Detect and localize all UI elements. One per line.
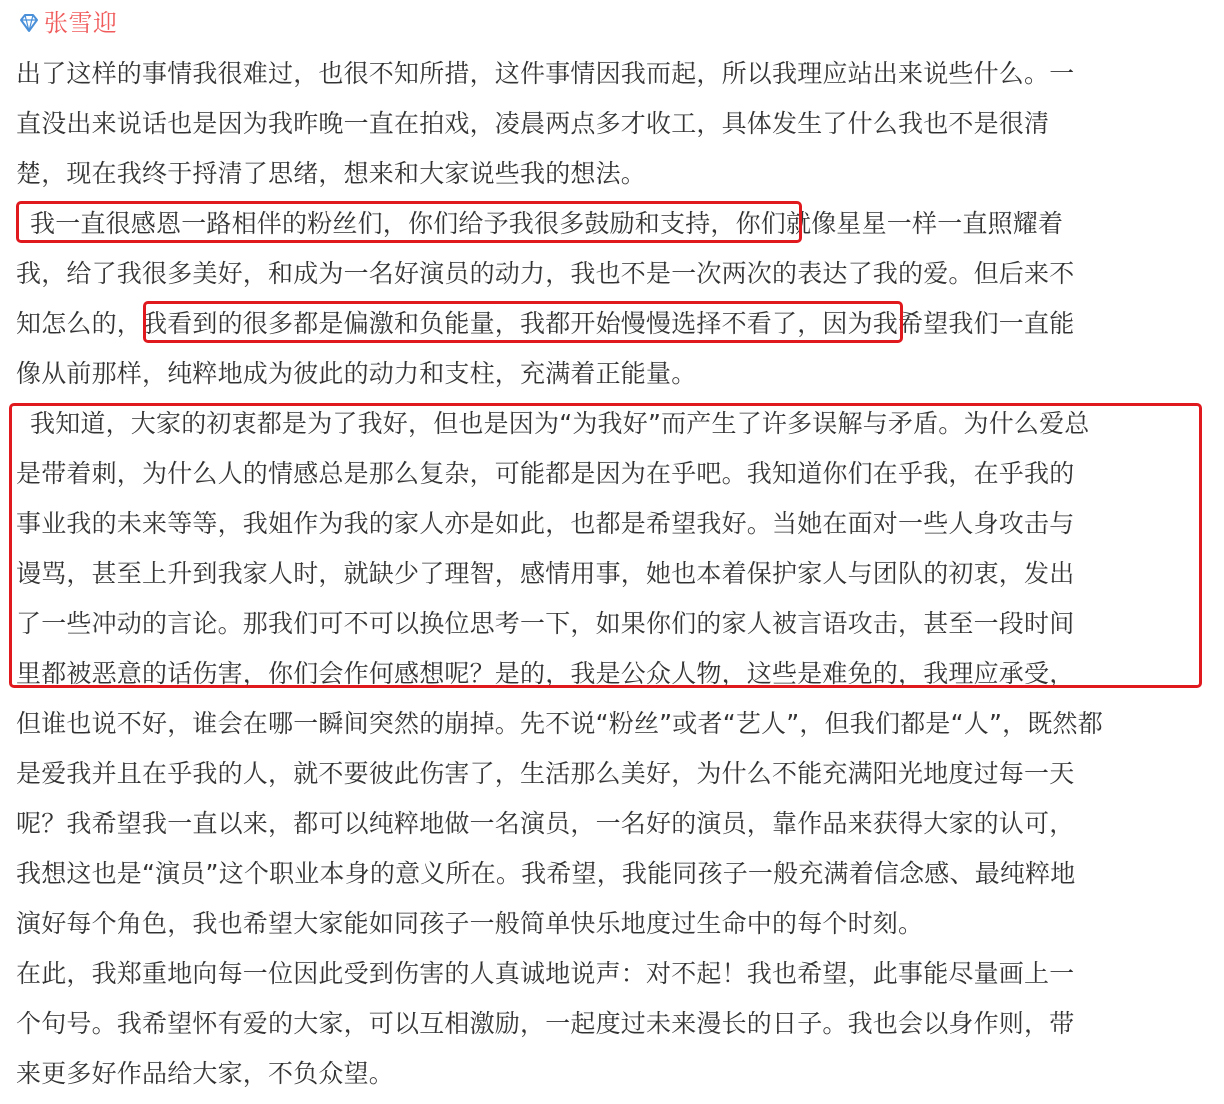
article-line: 像从前那样，纯粹地成为彼此的动力和支柱，充满着正能量。: [16, 359, 697, 388]
article-line: 演好每个角色，我也希望大家能如同孩子一般简单快乐地度过生命中的每个时刻。: [16, 909, 924, 938]
article-line: 里都被恶意的话伤害，你们会作何感想呢？是的，我是公众人物，这些是难免的，我理应承受，: [16, 659, 1075, 688]
author-name: 张雪迎: [44, 9, 118, 37]
article-line: 个句号。我希望怀有爱的大家，可以互相激励，一起度过未来漫长的日子。我也会以身作则，带: [16, 1009, 1075, 1038]
author-header: [18, 6, 118, 40]
article-line: 知怎么的，我看到的很多都是偏激和负能量，我都开始慢慢选择不看了，因为我希望我们一直能: [16, 309, 1075, 338]
article-line: 事业我的未来等等，我姐作为我的家人亦是如此，也都是希望我好。当她在面对一些人身攻击与: [16, 509, 1075, 538]
article-line: 谩骂，甚至上升到我家人时，就缺少了理智，感情用事，她也本着保护家人与团队的初衷，发出: [16, 559, 1075, 588]
article-line: 了一些冲动的言论。那我们可不可以换位思考一下，如果你们的家人被言语攻击，甚至一段时间: [16, 609, 1075, 638]
diamond-logo-icon: [18, 12, 40, 34]
article-line: 我一直很感恩一路相伴的粉丝们，你们给予我很多鼓励和支持，你们就像星星一样一直照耀着: [30, 209, 1064, 238]
article-line: 是带着刺，为什么人的情感总是那么复杂，可能都是因为在乎吧。我知道你们在乎我，在乎我的: [16, 459, 1075, 488]
article-line: 楚，现在我终于捋清了思绪，想来和大家说些我的想法。: [16, 159, 647, 188]
article-line: 在此，我郑重地向每一位因此受到伤害的人真诚地说声：对不起！我也希望，此事能尽量画上一: [16, 959, 1075, 988]
article-line: 我想这也是“演员”这个职业本身的意义所在。我希望，我能同孩子一般充满着信念感、最纯粹地: [16, 859, 1076, 888]
article-line: 我，给了我很多美好，和成为一名好演员的动力，我也不是一次两次的表达了我的爱。但后来不: [16, 259, 1075, 288]
article-line: 来更多好作品给大家，不负众望。: [16, 1059, 395, 1088]
article-line: 直没出来说话也是因为我昨晚一直在拍戏，凌晨两点多才收工，具体发生了什么我也不是很清: [16, 109, 1050, 138]
article-line: 出了这样的事情我很难过，也很不知所措，这件事情因我而起，所以我理应站出来说些什么。一: [16, 59, 1075, 88]
article-line: 是爱我并且在乎我的人，就不要彼此伤害了，生活那么美好，为什么不能充满阳光地度过每一天: [16, 759, 1075, 788]
article-line: 我知道，大家的初衷都是为了我好，但也是因为“为我好”而产生了许多误解与矛盾。为什么爱总: [30, 409, 1090, 438]
article-line: 但谁也说不好，谁会在哪一瞬间突然的崩掉。先不说“粉丝”或者“艺人”，但我们都是“人”，既然都: [16, 709, 1103, 738]
article-line: 呢？我希望我一直以来，都可以纯粹地做一名演员，一名好的演员，靠作品来获得大家的认可，: [16, 809, 1075, 838]
